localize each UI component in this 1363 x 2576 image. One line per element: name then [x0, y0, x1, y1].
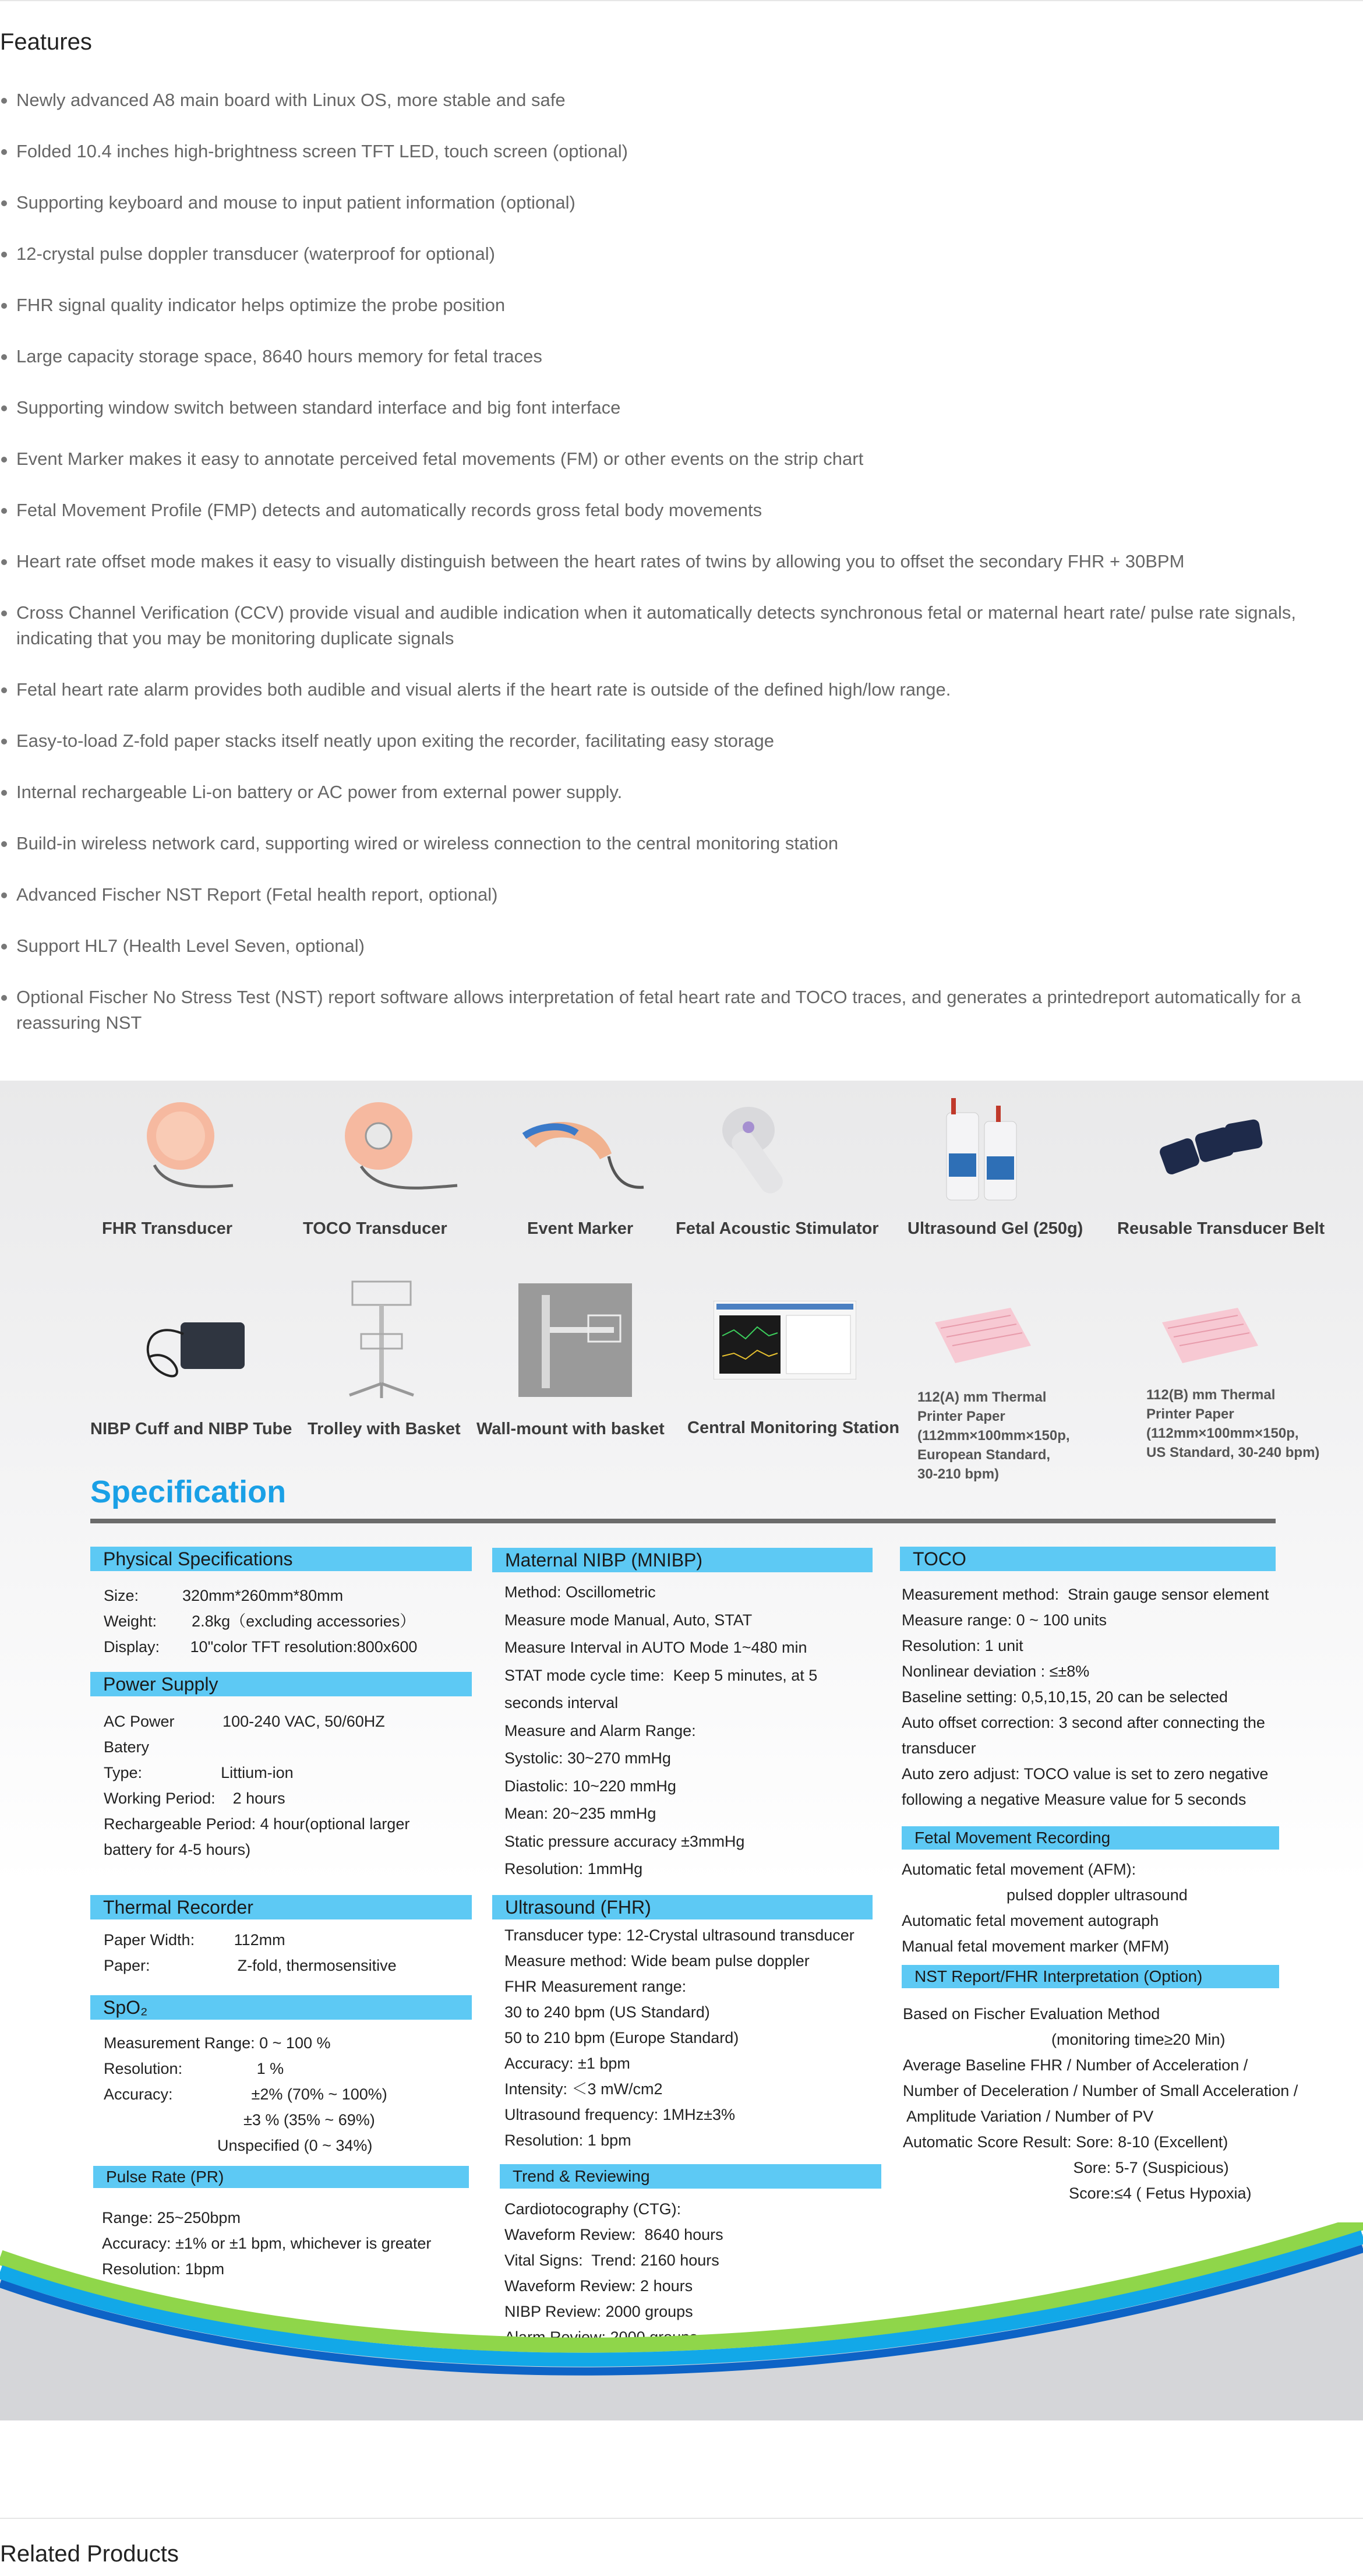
feature-item: Supporting window switch between standard interface and big font interface [0, 395, 1357, 421]
fetal-acoustic-stimulator-label: Fetal Acoustic Stimulator [676, 1219, 879, 1238]
paper-a-image [929, 1305, 1034, 1369]
fetal-movement-bar: Fetal Movement Recording [902, 1826, 1279, 1850]
feature-item: Internal rechargeable Li-on battery or AC power from external power supply. [0, 779, 1357, 805]
feature-item: 12-crystal pulse doppler transducer (waterproof for optional) [0, 241, 1357, 267]
toco-transducer-label: TOCO Transducer [303, 1219, 447, 1238]
feature-item: Optional Fischer No Stress Test (NST) report software allows interpretation of fetal heart rate and TOCO traces, and generates a printedreport automatically for a reassuring NST [0, 984, 1357, 1036]
trend-reviewing-text: Cardiotocography (CTG): Waveform Review: 8640 hours Vital Signs: Trend: 2160 hours Waveform Review: 2 hours NIBP Review: 2000 groups Alarm Review: 2000 groups [504, 2200, 723, 2346]
feature-item: Build-in wireless network card, supporting wired or wireless connection to the central monitoring station [0, 831, 1357, 856]
thermal-recorder-bar: Thermal Recorder [90, 1895, 472, 1919]
event-marker-image [513, 1101, 647, 1200]
features-title: Features [0, 29, 92, 55]
spo2-bar: SpO₂ [90, 1995, 472, 2020]
feature-item: Event Marker makes it easy to annotate perceived fetal movements (FM) or other events on the strip chart [0, 446, 1357, 472]
feature-item: FHR signal quality indicator helps optimize the probe position [0, 292, 1357, 318]
feature-item: Heart rate offset mode makes it easy to visually distinguish between the heart rates of twins by allowing you to offset the secondary FHR + 30BPM [0, 549, 1357, 574]
wall-mount-label: Wall-mount with basket [476, 1420, 665, 1438]
pulse-rate-bar: Pulse Rate (PR) [93, 2166, 469, 2188]
transducer-belt-image [1156, 1118, 1267, 1194]
toco-text: Measurement method: Strain gauge sensor element Measure range: 0 ~ 100 units Resolution: 1 unit Nonlinear deviation : ≤±8% Baseline setting: 0,5,10,15, 20 can be selected Auto offset correction: 3 second after connecting the transducer Auto zero adjust: TOCO value is set to zero negative following a negative Measure value for 5 seconds [902, 1586, 1269, 1808]
fetal-acoustic-stimulator-image [714, 1095, 818, 1203]
paper-b-label: 112(B) mm Thermal Printer Paper (112mm×100mm×150p, US Standard, 30-240 bpm) [1146, 1387, 1320, 1460]
trend-reviewing-bar: Trend & Reviewing [500, 2164, 881, 2189]
related-products-title: Related Products [0, 2541, 179, 2567]
ultrasound-fhr-bar: Ultrasound (FHR) [492, 1895, 873, 1919]
pulse-rate-text: Range: 25~250bpm Accuracy: ±1% or ±1 bpm, whichever is greater Resolution: 1bpm [102, 2209, 432, 2278]
nibp-cuff-image [131, 1311, 259, 1392]
event-marker-label: Event Marker [527, 1219, 634, 1238]
transducer-belt-label: Reusable Transducer Belt [1117, 1219, 1325, 1238]
specification-banner [0, 1081, 1363, 2420]
feature-item: Cross Channel Verification (CCV) provide visual and audible indication when it automatically detects synchronous fetal or maternal heart rate/ pulse rate signals, indicating that you may be monitoring duplicate signals [0, 600, 1357, 651]
thermal-recorder-text: Paper Width: 112mm Paper: Z-fold, thermosensitive [104, 1931, 397, 1974]
specification-title: Specification [90, 1474, 287, 1509]
maternal-nibp-text: Method: Oscillometric Measure mode Manual, Auto, STAT Measure Interval in AUTO Mode 1~480 min STAT mode cycle time: Keep 5 minutes, at 5 seconds interval Measure and Alarm Range: Systolic: 30~270 mmHg Diastolic: 10~220 mmHg Mean: 20~235 mmHg Static pressure accuracy ±3mmHg Resolution: 1mmHg [504, 1583, 818, 1878]
toco-transducer-image [326, 1101, 460, 1200]
fetal-movement-text: Automatic fetal movement (AFM): pulsed doppler ultrasound Automatic fetal movement autograph Manual fetal movement marker (MFM) [902, 1861, 1188, 1955]
central-station-image [714, 1301, 856, 1379]
fhr-transducer-label: FHR Transducer [102, 1219, 232, 1238]
trolley-label: Trolley with Basket [308, 1420, 461, 1438]
power-supply-bar: Power Supply [90, 1672, 472, 1696]
feature-item: Folded 10.4 inches high-brightness screen TFT LED, touch screen (optional) [0, 139, 1357, 164]
maternal-nibp-bar: Maternal NIBP (MNIBP) [492, 1548, 873, 1572]
nst-report-text: Based on Fischer Evaluation Method (monitoring time≥20 Min) Average Baseline FHR / Number of Acceleration / Number of Deceleration / Number of Small Acceleration / Amplitude Variation / Number of PV Automatic Score Result: Sore: 8-10 (Excellent) Sore: 5-7 (Suspicious) Score:≤4 ( Fetus Hypoxia) [903, 2005, 1298, 2202]
power-supply-text: AC Power 100-240 VAC, 50/60HZ Batery Type: Littium-ion Working Period: 2 hours Rechargeable Period: 4 hour(optional larger battery for 4-5 hours) [104, 1713, 410, 1858]
paper-a-label: 112(A) mm Thermal Printer Paper (112mm×100mm×150p, European Standard, 30-210 bpm) [917, 1389, 1070, 1482]
central-station-label: Central Monitoring Station [687, 1418, 900, 1437]
paper-b-image [1156, 1305, 1261, 1369]
nibp-cuff-label: NIBP Cuff and NIBP Tube [90, 1420, 292, 1438]
related-divider [0, 2518, 1363, 2519]
feature-item: Supporting keyboard and mouse to input patient information (optional) [0, 190, 1357, 216]
ultrasound-gel-label: Ultrasound Gel (250g) [908, 1219, 1083, 1238]
ultrasound-fhr-text: Transducer type: 12-Crystal ultrasound transducer Measure method: Wide beam pulse doppler FHR Measurement range: 30 to 240 bpm (US Standard) 50 to 210 bpm (Europe Standard) Accuracy: ±1 bpm Intensity: ＜3 mW/cm2 Ultrasound frequency: 1MHz±3% Resolution: 1 bpm [504, 1926, 854, 2149]
wall-mount-image [518, 1283, 632, 1397]
top-divider [0, 0, 1363, 1]
feature-item: Advanced Fischer NST Report (Fetal health report, optional) [0, 882, 1357, 908]
trolley-image [338, 1276, 425, 1404]
feature-item: Newly advanced A8 main board with Linux OS, more stable and safe [0, 87, 1357, 113]
decorative-wave [0, 2222, 1363, 2420]
spo2-text: Measurement Range: 0 ~ 100 % Resolution: 1 % Accuracy: ±2% (70% ~ 100%) ±3 % (35% ~ 69%) Unspecified (0 ~ 34%) [104, 2034, 387, 2154]
feature-item: Large capacity storage space, 8640 hours memory for fetal traces [0, 344, 1357, 369]
physical-specs-bar: Physical Specifications [90, 1547, 472, 1571]
toco-bar: TOCO [900, 1547, 1276, 1571]
nst-report-bar: NST Report/FHR Interpretation (Option) [902, 1965, 1279, 1988]
feature-item: Fetal heart rate alarm provides both audible and visual alerts if the heart rate is outside of the defined high/low range. [0, 677, 1357, 703]
physical-specs-text: Size: 320mm*260mm*80mm Weight: 2.8kg（excluding accessories） Display: 10"color TFT resolution:800x600 [104, 1587, 418, 1656]
feature-item: Easy-to-load Z-fold paper stacks itself neatly upon exiting the recorder, facilitating easy storage [0, 728, 1357, 754]
ultrasound-gel-image [941, 1089, 1022, 1206]
feature-item: Fetal Movement Profile (FMP) detects and automatically records gross fetal body movements [0, 497, 1357, 523]
features-list [0, 87, 1357, 1061]
specification-rule [90, 1519, 1276, 1523]
feature-item: Support HL7 (Health Level Seven, optional) [0, 933, 1357, 959]
fhr-transducer-image [131, 1101, 236, 1200]
